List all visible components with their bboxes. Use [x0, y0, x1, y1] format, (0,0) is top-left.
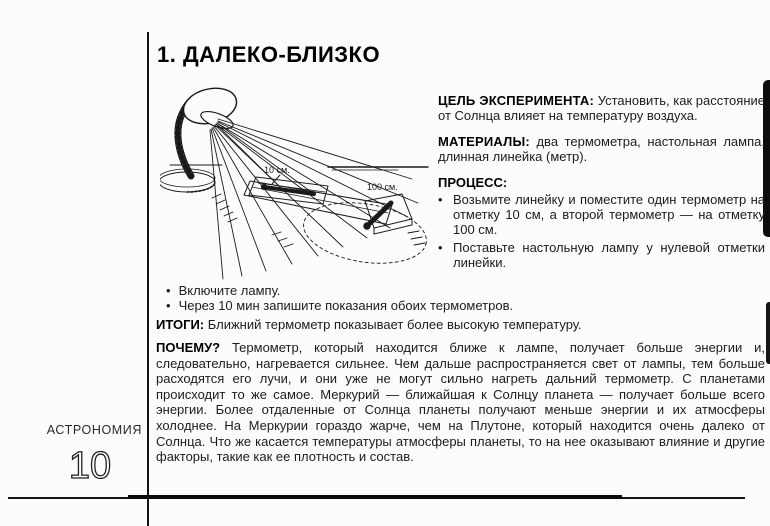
shadow-ellipse [299, 195, 431, 272]
ruler-label-100cm: 100 см. [367, 182, 398, 192]
goal-paragraph [438, 93, 765, 123]
process-label: ПРОЦЕСС: [438, 175, 508, 190]
series-label: АСТРОНОМИЯ [46, 423, 142, 437]
bullet-icon: • [438, 240, 443, 255]
process-step [438, 240, 765, 270]
binding-shadow-lower [766, 302, 770, 364]
results-label: ИТОГИ: [156, 317, 205, 332]
goal-label: ЦЕЛЬ ЭКСПЕРИМЕНТА: [438, 93, 595, 108]
bullet-icon: • [438, 192, 443, 207]
list-item [166, 298, 606, 313]
process-step-text: Возьмите линейку и поместите один термометр на отметку 10 см, а второй термометр — на отметку 100 см. [453, 192, 765, 237]
materials-text: два термометра, настольная лампа, длинная линейка (метр). [438, 134, 765, 164]
left-margin-rule [147, 32, 149, 526]
step-text: Через 10 мин запишите показания обоих термометров. [178, 298, 514, 313]
process-step-text: Поставьте настольную лампу у нулевой отметки линейки. [453, 240, 765, 270]
why-paragraph [156, 340, 765, 465]
experiment-illustration [160, 83, 437, 285]
page-number-text: 10 [68, 445, 112, 487]
materials-paragraph [438, 134, 765, 164]
bullet-icon: • [166, 298, 171, 313]
experiment-info-column [438, 93, 765, 273]
page-title: 1. ДАЛЕКО-БЛИЗКО [157, 42, 381, 67]
list-item [166, 283, 606, 298]
table-edge-line [170, 165, 428, 170]
materials-label: МАТЕРИАЛЫ: [438, 134, 530, 149]
results-paragraph [156, 317, 765, 332]
why-label: ПОЧЕМУ? [156, 340, 221, 355]
bullet-icon: • [166, 283, 171, 298]
page-number [50, 440, 130, 488]
goal-text: Установить, как расстояние от Солнца влияет на температуру воздуха. [438, 93, 765, 123]
bottom-rule-thick [128, 495, 622, 499]
procedure-steps-left [166, 283, 606, 313]
ruler-label-10cm: 10 см. [264, 165, 290, 175]
results-text: Ближний термометр показывает более высокую температуру. [207, 317, 582, 332]
why-text: Термометр, который находится ближе к лампе, получает больше энергии и, следовательно, нагревается сильнее. Чем дальше распространяется свет от лампы, тем больше расходятся его лучи, и они уже не могут сильно нагреть дальний термометр. С планетами происходит то же самое. Меркурий — ближайшая к Солнцу планета — получает больше всего энергии. Более отдаленные от Солнца планеты получают меньше энергии и их атмосферы холоднее. На Меркурии гораздо жарче, чем на Плутоне, который находится очень далеко от Солнца. Что же касается температуры атмосферы планеты, то на нее оказывают влияние и другие факторы, такие как ее плотность и состав. [156, 340, 765, 465]
process-step [438, 192, 765, 237]
step-text: Включите лампу. [178, 283, 281, 298]
